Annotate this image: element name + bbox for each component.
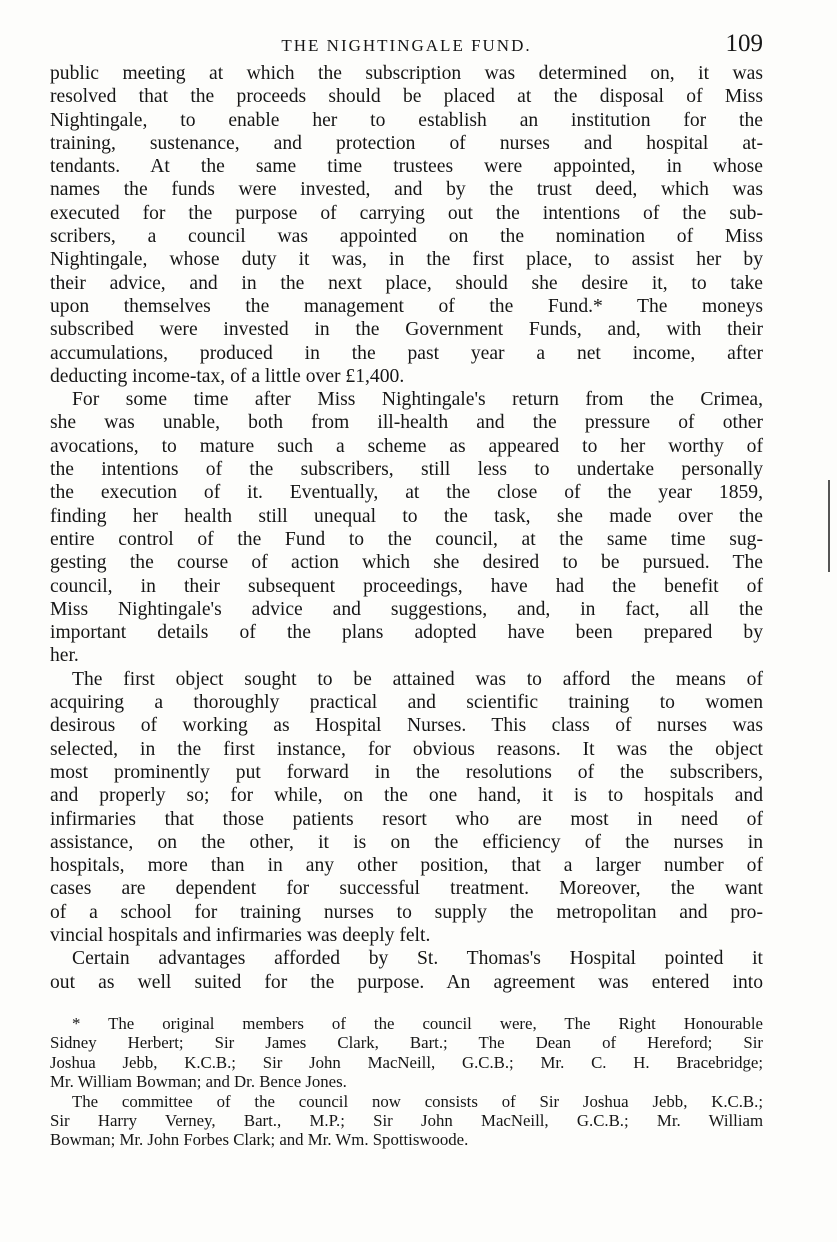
text-line: public meeting at which the subscription was determined on, it was bbox=[50, 63, 763, 84]
text-line: tendants. At the same time trustees were appointed, in whose bbox=[50, 156, 763, 178]
page-header bbox=[50, 30, 763, 62]
text-line: council, in their subsequent proceedings, have had the benefit of bbox=[50, 575, 763, 597]
body-text bbox=[50, 62, 763, 994]
book-page bbox=[50, 30, 763, 1150]
text-line: subscribed were invested in the Government Funds, and, with their bbox=[50, 319, 763, 341]
running-title: THE NIGHTINGALE FUND. bbox=[281, 36, 532, 55]
text-line: gesting the course of action which she desired to be pursued. The bbox=[50, 552, 763, 574]
margin-rule bbox=[828, 480, 830, 572]
text-line: their advice, and in the next place, should she desire it, to take bbox=[50, 272, 763, 294]
text-line: finding her health still unequal to the task, she made over the bbox=[50, 505, 763, 527]
text-line: of a school for training nurses to supply the metropolitan and pro- bbox=[50, 901, 763, 923]
text-line: infirmaries that those patients resort who are most in need of bbox=[50, 808, 763, 830]
text-line: she was unable, both from ill-health and the pressure of other bbox=[50, 412, 763, 434]
text-line: deducting income-tax, of a little over £1,400. bbox=[50, 365, 405, 387]
footnotes bbox=[50, 1014, 763, 1150]
text-line: acquiring a thoroughly practical and scientific training to women bbox=[50, 692, 763, 714]
footnote-line: Mr. William Bowman; and Dr. Bence Jones. bbox=[50, 1072, 347, 1092]
text-line: executed for the purpose of carrying out the intentions of the sub- bbox=[50, 202, 763, 224]
footnote-line: Sir Harry Verney, Bart., M.P.; Sir John MacNeill, G.C.B.; Mr. William bbox=[50, 1110, 763, 1130]
text-line: scribers, a council was appointed on the nomination of Miss bbox=[50, 226, 763, 248]
text-line: Nightingale, to enable her to establish an institution for the bbox=[50, 109, 763, 131]
footnote-line: Sidney Herbert; Sir James Clark, Bart.; The Dean of Hereford; Sir bbox=[50, 1033, 763, 1053]
text-line: Nightingale, whose duty it was, in the first place, to assist her by bbox=[50, 249, 763, 271]
footnote-line: Bowman; Mr. John Forbes Clark; and Mr. Wm. Spottiswoode. bbox=[50, 1130, 469, 1150]
text-line: and properly so; for while, on the one hand, it is to hospitals and bbox=[50, 785, 763, 807]
text-line: vincial hospitals and infirmaries was deeply felt. bbox=[50, 924, 431, 946]
text-line: her. bbox=[50, 645, 79, 667]
page-number: 109 bbox=[725, 30, 763, 57]
text-line: out as well suited for the purpose. An agreement was entered into bbox=[50, 971, 763, 993]
text-line: the intentions of the subscribers, still less to undertake personally bbox=[50, 459, 763, 481]
text-line: entire control of the Fund to the council, at the same time sug- bbox=[50, 528, 763, 550]
text-line: resolved that the proceeds should be placed at the disposal of Miss bbox=[50, 86, 763, 108]
text-line: Certain advantages afforded by St. Thomas's Hospital pointed it bbox=[72, 948, 763, 970]
text-line: most prominently put forward in the resolutions of the subscribers, bbox=[50, 761, 763, 783]
text-line: assistance, on the other, it is on the efficiency of the nurses in bbox=[50, 831, 763, 853]
text-line: accumulations, produced in the past year a net income, after bbox=[50, 342, 763, 364]
text-line: names the funds were invested, and by the trust deed, which was bbox=[50, 179, 763, 201]
text-line: selected, in the first instance, for obvious reasons. It was the object bbox=[50, 738, 763, 760]
text-line: the execution of it. Eventually, at the close of the year 1859, bbox=[50, 482, 763, 504]
text-line: avocations, to mature such a scheme as appeared to her worthy of bbox=[50, 435, 763, 457]
footnote-line: * The original members of the council were, The Right Honourable bbox=[72, 1013, 763, 1033]
footnote-line: Joshua Jebb, K.C.B.; Sir John MacNeill, G.C.B.; Mr. C. H. Bracebridge; bbox=[50, 1052, 763, 1072]
text-line: For some time after Miss Nightingale's return from the Crimea, bbox=[72, 389, 763, 411]
footnote-line: The committee of the council now consists of Sir Joshua Jebb, K.C.B.; bbox=[72, 1091, 763, 1111]
text-line: hospitals, more than in any other position, that a larger number of bbox=[50, 855, 763, 877]
text-line: upon themselves the management of the Fund.* The moneys bbox=[50, 295, 763, 317]
text-line: Miss Nightingale's advice and suggestions, and, in fact, all the bbox=[50, 598, 763, 620]
text-line: desirous of working as Hospital Nurses. This class of nurses was bbox=[50, 715, 763, 737]
text-line: cases are dependent for successful treatment. Moreover, the want bbox=[50, 878, 763, 900]
text-line: training, sustenance, and protection of nurses and hospital at- bbox=[50, 132, 763, 154]
text-line: important details of the plans adopted have been prepared by bbox=[50, 622, 763, 644]
text-line: The first object sought to be attained was to afford the means of bbox=[72, 668, 763, 690]
